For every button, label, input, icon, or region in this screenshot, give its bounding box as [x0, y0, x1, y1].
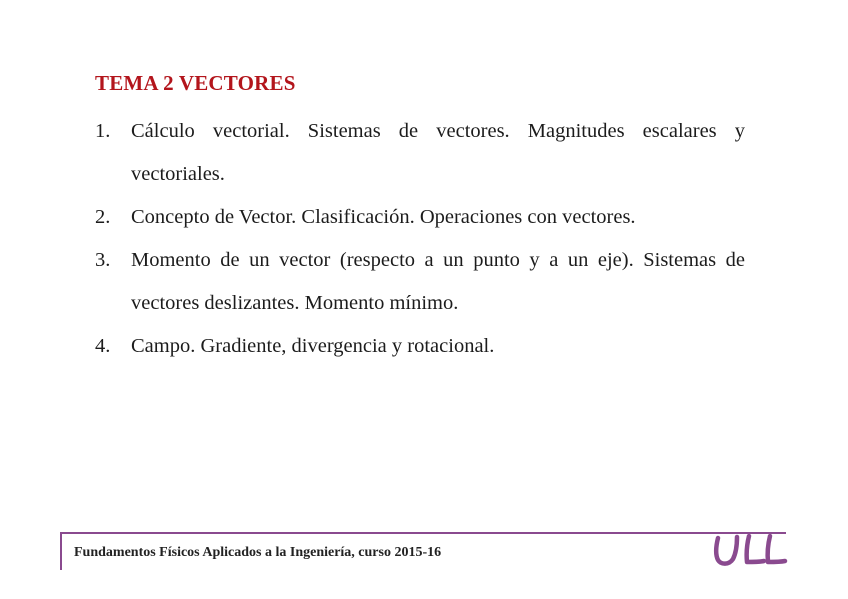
footer-course-label: Fundamentos Físicos Aplicados a la Ingeniería, curso 2015-16	[74, 545, 442, 560]
footer-side-line	[60, 532, 62, 570]
topic-list	[95, 110, 745, 368]
topic-number: 4.	[95, 335, 111, 357]
topic-text: Cálculo vectorial. Sistemas de vectores. Magnitudes escalares y vectoriales.	[131, 120, 745, 185]
topic-item-4	[95, 325, 745, 368]
topic-number: 1.	[95, 120, 111, 142]
topic-text: Concepto de Vector. Clasificación. Operaciones con vectores.	[131, 206, 636, 228]
topic-text: Campo. Gradiente, divergencia y rotacional.	[131, 335, 495, 357]
topic-item-1	[95, 110, 745, 196]
topic-number: 2.	[95, 206, 111, 228]
topic-item-2	[95, 196, 745, 239]
ull-logo	[712, 532, 788, 568]
footer-divider	[60, 532, 786, 534]
topic-item-3	[95, 239, 745, 325]
slide-title: TEMA 2 VECTORES	[95, 71, 296, 95]
topic-number: 3.	[95, 249, 111, 271]
topic-text: Momento de un vector (respecto a un punto y a un eje). Sistemas de vectores deslizantes. Momento mínimo.	[131, 249, 745, 314]
